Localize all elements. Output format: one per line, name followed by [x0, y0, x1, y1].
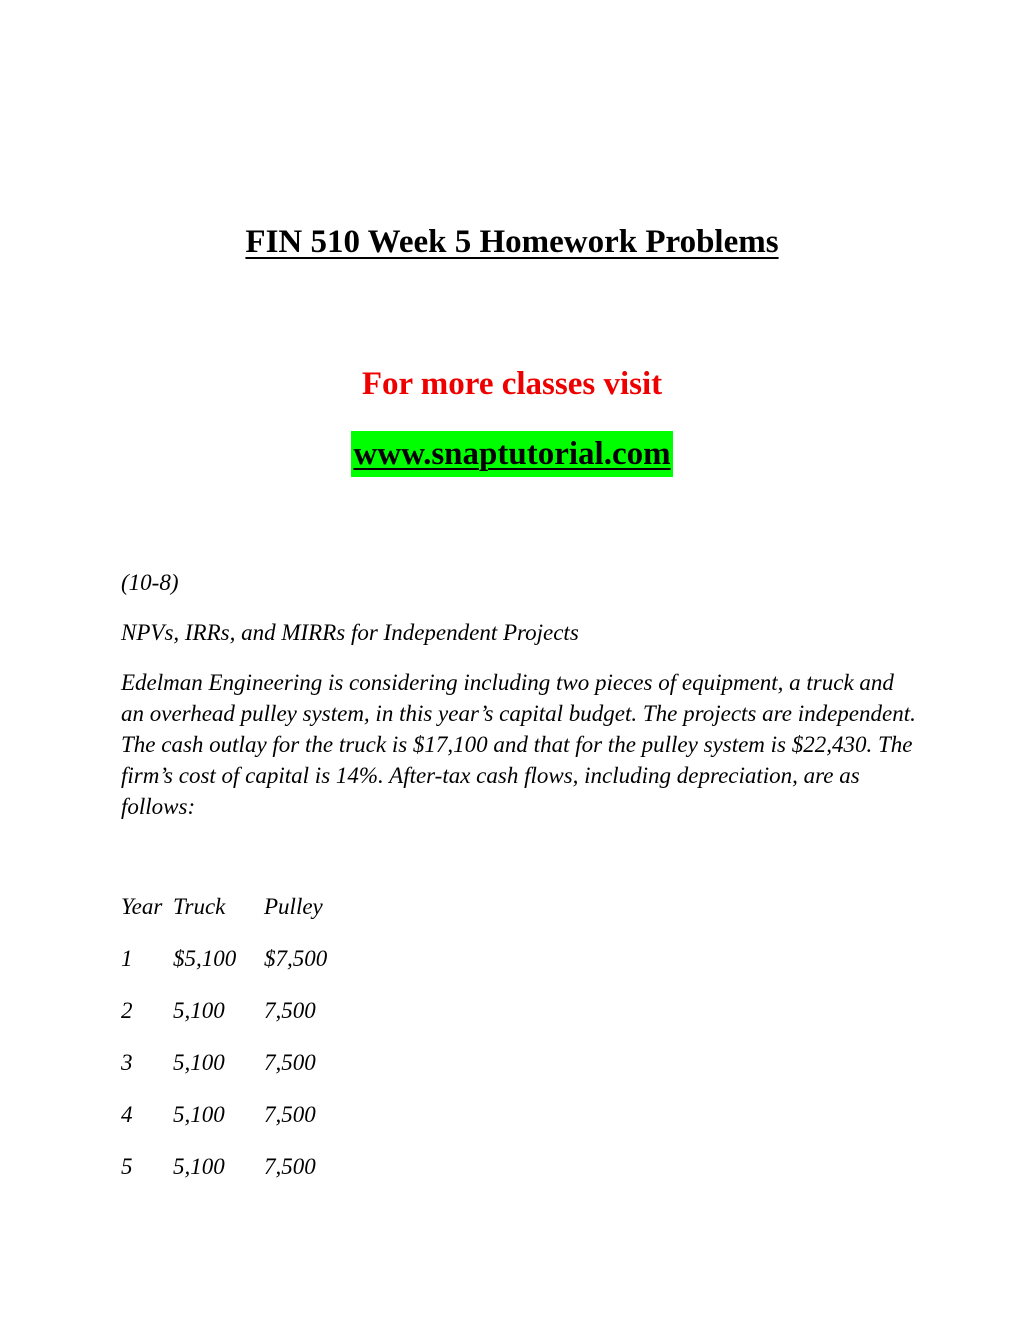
cell-truck: $5,100: [173, 946, 237, 971]
cell-year: 2: [121, 998, 133, 1023]
cell-pulley: 7,500: [264, 998, 316, 1023]
cash-flow-table: [121, 891, 364, 1203]
cell-pulley: 7,500: [264, 1102, 316, 1127]
problem-description: Edelman Engineering is considering including two pieces of equipment, a truck and an overhead pulley system, in this year’s capital budget. The projects are independent. The cash outlay for the truck is $17,100 and that for the pulley system is $22,430. The firm’s cost of capital is 14%. After-tax cash flows, including depreciation, are as follows:: [121, 670, 916, 819]
table-header-row: [121, 891, 364, 943]
cell-year: 3: [121, 1050, 133, 1075]
problem-number: (10-8): [121, 570, 179, 595]
page-title: [0, 222, 1024, 262]
cell-pulley: 7,500: [264, 1050, 316, 1075]
website-link[interactable]: www.snaptutorial.com: [351, 431, 672, 477]
cell-pulley: $7,500: [264, 946, 328, 971]
cell-year: 5: [121, 1154, 133, 1179]
table-row: [121, 1151, 364, 1203]
cell-year: 4: [121, 1102, 133, 1127]
promo-text: For more classes visit: [361, 366, 663, 402]
cell-year: 1: [121, 946, 133, 971]
table-row: [121, 1099, 364, 1151]
problem-title: NPVs, IRRs, and MIRRs for Independent Projects: [121, 620, 579, 645]
page-title-text: FIN 510 Week 5 Homework Problems: [245, 224, 779, 260]
cell-pulley: 7,500: [264, 1154, 316, 1179]
cell-truck: 5,100: [173, 1050, 225, 1075]
cell-truck: 5,100: [173, 1154, 225, 1179]
header-truck: Truck: [173, 894, 226, 919]
header-pulley: Pulley: [264, 894, 323, 919]
table-row: [121, 1047, 364, 1099]
cell-truck: 5,100: [173, 998, 225, 1023]
cell-truck: 5,100: [173, 1102, 225, 1127]
table-row: [121, 943, 364, 995]
table-row: [121, 995, 364, 1047]
header-year: Year: [121, 894, 163, 919]
website-link-container: [0, 431, 1024, 477]
